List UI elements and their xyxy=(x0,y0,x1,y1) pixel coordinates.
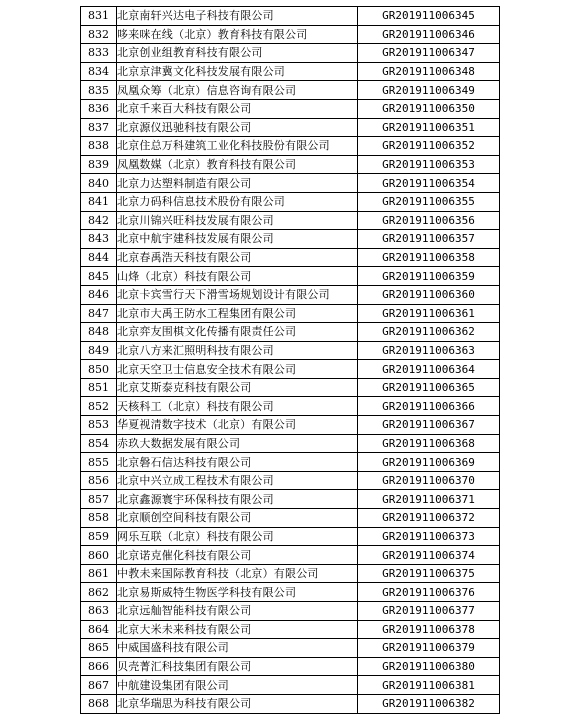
company-name-cell: 北京远舢智能科技有限公司 xyxy=(117,602,358,621)
table-row xyxy=(81,639,500,658)
company-name-cell: 北京中兴立成工程技术有限公司 xyxy=(117,471,358,490)
certificate-no-cell: GR201911006376 xyxy=(358,583,500,602)
certificate-no-cell: GR201911006360 xyxy=(358,285,500,304)
table-row xyxy=(81,118,500,137)
company-name-cell: 凤凰数媒（北京）教育科技有限公司 xyxy=(117,155,358,174)
registry-table-body xyxy=(81,7,500,714)
certificate-no-cell: GR201911006381 xyxy=(358,676,500,695)
row-number-cell: 841 xyxy=(81,192,117,211)
table-row xyxy=(81,81,500,100)
row-number-cell: 852 xyxy=(81,397,117,416)
row-number-cell: 835 xyxy=(81,81,117,100)
row-number-cell: 864 xyxy=(81,620,117,639)
row-number-cell: 853 xyxy=(81,416,117,435)
table-row xyxy=(81,304,500,323)
company-name-cell: 赤玖大数据发展有限公司 xyxy=(117,434,358,453)
certificate-no-cell: GR201911006358 xyxy=(358,248,500,267)
table-row xyxy=(81,192,500,211)
table-row xyxy=(81,620,500,639)
certificate-no-cell: GR201911006352 xyxy=(358,137,500,156)
company-name-cell: 北京力达塑料制造有限公司 xyxy=(117,174,358,193)
company-name-cell: 北京千来百大科技有限公司 xyxy=(117,99,358,118)
certificate-no-cell: GR201911006350 xyxy=(358,99,500,118)
certificate-no-cell: GR201911006371 xyxy=(358,490,500,509)
row-number-cell: 858 xyxy=(81,509,117,528)
table-row xyxy=(81,527,500,546)
table-row xyxy=(81,490,500,509)
row-number-cell: 859 xyxy=(81,527,117,546)
row-number-cell: 837 xyxy=(81,118,117,137)
row-number-cell: 846 xyxy=(81,285,117,304)
company-name-cell: 北京市大禹王防水工程集团有限公司 xyxy=(117,304,358,323)
table-row xyxy=(81,25,500,44)
row-number-cell: 849 xyxy=(81,341,117,360)
certificate-no-cell: GR201911006377 xyxy=(358,602,500,621)
row-number-cell: 831 xyxy=(81,7,117,26)
row-number-cell: 850 xyxy=(81,360,117,379)
company-name-cell: 北京住总万科建筑工业化科技股份有限公司 xyxy=(117,137,358,156)
table-row xyxy=(81,471,500,490)
company-name-cell: 北京弈友围棋文化传播有限责任公司 xyxy=(117,323,358,342)
company-name-cell: 哆来咪在线（北京）教育科技有限公司 xyxy=(117,25,358,44)
row-number-cell: 868 xyxy=(81,694,117,713)
row-number-cell: 865 xyxy=(81,639,117,658)
certificate-no-cell: GR201911006369 xyxy=(358,453,500,472)
table-row xyxy=(81,453,500,472)
certificate-no-cell: GR201911006372 xyxy=(358,509,500,528)
table-row xyxy=(81,602,500,621)
certificate-no-cell: GR201911006363 xyxy=(358,341,500,360)
certificate-no-cell: GR201911006373 xyxy=(358,527,500,546)
company-name-cell: 山烽（北京）科技有限公司 xyxy=(117,267,358,286)
company-name-cell: 北京中航宇建科技发展有限公司 xyxy=(117,230,358,249)
company-name-cell: 北京南轩兴达电子科技有限公司 xyxy=(117,7,358,26)
company-name-cell: 网乐互联（北京）科技有限公司 xyxy=(117,527,358,546)
company-name-cell: 北京创业组教育科技有限公司 xyxy=(117,44,358,63)
table-row xyxy=(81,397,500,416)
row-number-cell: 855 xyxy=(81,453,117,472)
certificate-no-cell: GR201911006364 xyxy=(358,360,500,379)
registry-table xyxy=(80,6,500,714)
row-number-cell: 863 xyxy=(81,602,117,621)
company-name-cell: 北京川锦兴旺科技发展有限公司 xyxy=(117,211,358,230)
certificate-no-cell: GR201911006346 xyxy=(358,25,500,44)
row-number-cell: 844 xyxy=(81,248,117,267)
certificate-no-cell: GR201911006370 xyxy=(358,471,500,490)
company-name-cell: 北京大米未来科技有限公司 xyxy=(117,620,358,639)
certificate-no-cell: GR201911006351 xyxy=(358,118,500,137)
table-row xyxy=(81,509,500,528)
row-number-cell: 840 xyxy=(81,174,117,193)
table-row xyxy=(81,230,500,249)
company-name-cell: 北京鑫源寰宇环保科技有限公司 xyxy=(117,490,358,509)
certificate-no-cell: GR201911006378 xyxy=(358,620,500,639)
company-name-cell: 北京艾斯泰克科技有限公司 xyxy=(117,378,358,397)
table-row xyxy=(81,211,500,230)
table-row xyxy=(81,676,500,695)
certificate-no-cell: GR201911006357 xyxy=(358,230,500,249)
company-name-cell: 北京诺克催化科技有限公司 xyxy=(117,546,358,565)
certificate-no-cell: GR201911006374 xyxy=(358,546,500,565)
table-row xyxy=(81,248,500,267)
row-number-cell: 845 xyxy=(81,267,117,286)
row-number-cell: 861 xyxy=(81,564,117,583)
row-number-cell: 862 xyxy=(81,583,117,602)
table-row xyxy=(81,285,500,304)
company-name-cell: 北京华瑞思为科技有限公司 xyxy=(117,694,358,713)
row-number-cell: 847 xyxy=(81,304,117,323)
certificate-no-cell: GR201911006367 xyxy=(358,416,500,435)
company-name-cell: 北京顺创空间科技有限公司 xyxy=(117,509,358,528)
row-number-cell: 838 xyxy=(81,137,117,156)
certificate-no-cell: GR201911006380 xyxy=(358,657,500,676)
row-number-cell: 843 xyxy=(81,230,117,249)
certificate-no-cell: GR201911006379 xyxy=(358,639,500,658)
certificate-no-cell: GR201911006349 xyxy=(358,81,500,100)
company-name-cell: 北京京津冀文化科技发展有限公司 xyxy=(117,62,358,81)
certificate-no-cell: GR201911006361 xyxy=(358,304,500,323)
certificate-no-cell: GR201911006368 xyxy=(358,434,500,453)
certificate-no-cell: GR201911006359 xyxy=(358,267,500,286)
company-name-cell: 中教未来国际教育科技（北京）有限公司 xyxy=(117,564,358,583)
table-row xyxy=(81,583,500,602)
company-name-cell: 凤凰众筹（北京）信息咨询有限公司 xyxy=(117,81,358,100)
table-row xyxy=(81,434,500,453)
table-row xyxy=(81,44,500,63)
table-row xyxy=(81,323,500,342)
row-number-cell: 842 xyxy=(81,211,117,230)
company-name-cell: 中航建设集团有限公司 xyxy=(117,676,358,695)
company-name-cell: 北京源仪迅驰科技有限公司 xyxy=(117,118,358,137)
certificate-no-cell: GR201911006354 xyxy=(358,174,500,193)
company-name-cell: 北京力码科信息技术股份有限公司 xyxy=(117,192,358,211)
certificate-no-cell: GR201911006353 xyxy=(358,155,500,174)
certificate-no-cell: GR201911006348 xyxy=(358,62,500,81)
table-row xyxy=(81,657,500,676)
table-row xyxy=(81,267,500,286)
table-row xyxy=(81,360,500,379)
row-number-cell: 851 xyxy=(81,378,117,397)
row-number-cell: 856 xyxy=(81,471,117,490)
row-number-cell: 833 xyxy=(81,44,117,63)
table-row xyxy=(81,7,500,26)
row-number-cell: 866 xyxy=(81,657,117,676)
row-number-cell: 832 xyxy=(81,25,117,44)
table-row xyxy=(81,155,500,174)
certificate-no-cell: GR201911006347 xyxy=(358,44,500,63)
table-row xyxy=(81,174,500,193)
certificate-no-cell: GR201911006356 xyxy=(358,211,500,230)
company-name-cell: 北京天空卫士信息安全技术有限公司 xyxy=(117,360,358,379)
company-name-cell: 北京八方来汇照明科技有限公司 xyxy=(117,341,358,360)
company-name-cell: 北京卡宾雪行天下滑雪场规划设计有限公司 xyxy=(117,285,358,304)
table-row xyxy=(81,341,500,360)
table-row xyxy=(81,694,500,713)
company-name-cell: 华夏视清数字技术（北京）有限公司 xyxy=(117,416,358,435)
certificate-no-cell: GR201911006355 xyxy=(358,192,500,211)
table-row xyxy=(81,416,500,435)
company-name-cell: 贝壳菁汇科技集团有限公司 xyxy=(117,657,358,676)
company-name-cell: 中威国盛科技有限公司 xyxy=(117,639,358,658)
certificate-no-cell: GR201911006375 xyxy=(358,564,500,583)
company-name-cell: 天核科工（北京）科技有限公司 xyxy=(117,397,358,416)
table-row xyxy=(81,546,500,565)
row-number-cell: 860 xyxy=(81,546,117,565)
company-name-cell: 北京春禹浩天科技有限公司 xyxy=(117,248,358,267)
certificate-no-cell: GR201911006365 xyxy=(358,378,500,397)
row-number-cell: 857 xyxy=(81,490,117,509)
row-number-cell: 854 xyxy=(81,434,117,453)
certificate-no-cell: GR201911006382 xyxy=(358,694,500,713)
certificate-no-cell: GR201911006366 xyxy=(358,397,500,416)
row-number-cell: 834 xyxy=(81,62,117,81)
table-row xyxy=(81,378,500,397)
row-number-cell: 839 xyxy=(81,155,117,174)
row-number-cell: 848 xyxy=(81,323,117,342)
table-row xyxy=(81,137,500,156)
table-row xyxy=(81,62,500,81)
company-name-cell: 北京易斯威特生物医学科技有限公司 xyxy=(117,583,358,602)
certificate-no-cell: GR201911006345 xyxy=(358,7,500,26)
row-number-cell: 836 xyxy=(81,99,117,118)
table-row xyxy=(81,99,500,118)
row-number-cell: 867 xyxy=(81,676,117,695)
certificate-no-cell: GR201911006362 xyxy=(358,323,500,342)
company-name-cell: 北京磐石信达科技有限公司 xyxy=(117,453,358,472)
table-row xyxy=(81,564,500,583)
